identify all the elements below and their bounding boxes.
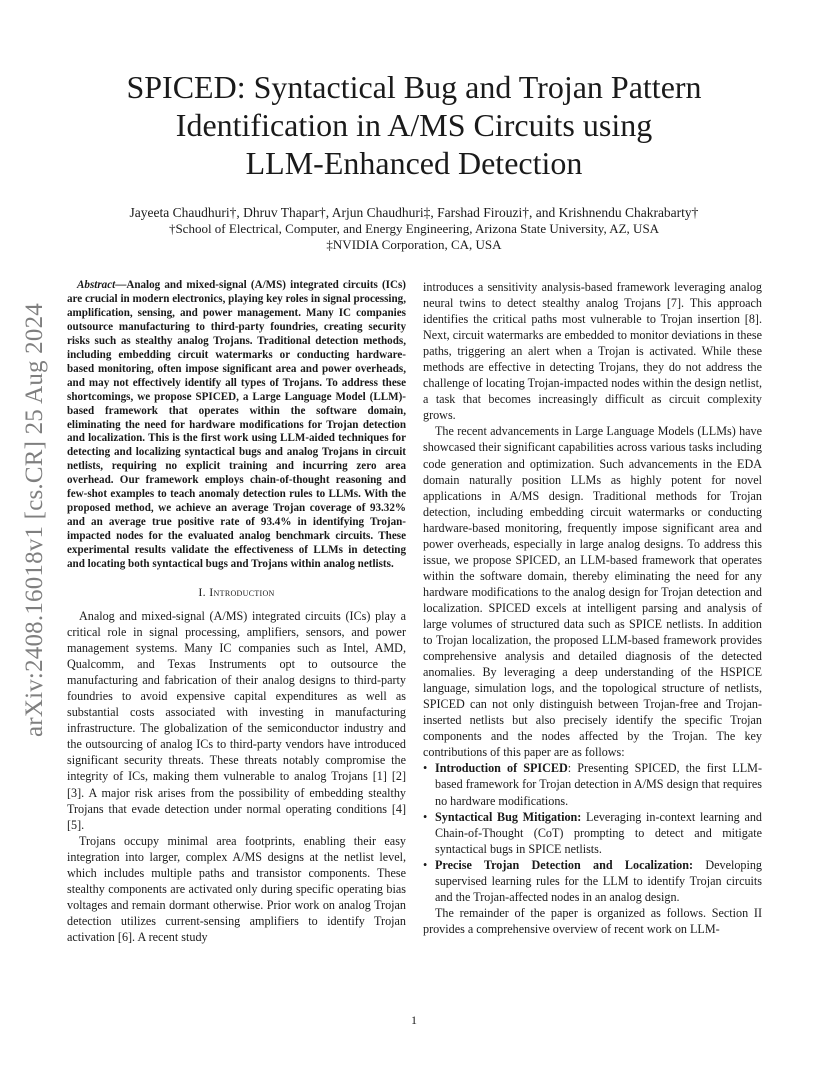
abstract-lead: Abstract xyxy=(77,279,116,291)
contributions-list xyxy=(423,760,762,904)
section-heading-introduction xyxy=(67,585,406,600)
bullet-icon: • xyxy=(423,761,428,776)
bullet-icon: • xyxy=(423,857,428,872)
right-column xyxy=(423,279,762,937)
intro-paragraph-3: introduces a sensitivity analysis-based framework leveraging analog neural twins to detect stealthy analog Trojans [7]. This approach identifies the critical paths most vulnerable to Trojan insertion [8]. Next, circuit watermarks are embedded to monitor deviations in these paths, triggering an alert when a Trojan is activated. While these methods are effective in detecting Trojans, they do not address the challenge of locating Trojan-impacted nodes within the design netlist, a task that becomes increasingly difficult as circuit complexity grows. xyxy=(423,280,762,423)
section-number: I. xyxy=(198,585,206,600)
abstract xyxy=(67,279,406,572)
contribution-text: Leveraging in-context learning and Chain-of-Thought (CoT) prompting to detect and mitigate syntactical bugs in SPICE netlists. xyxy=(435,809,762,856)
title-line-1: SPICED: Syntactical Bug and Trojan Pattern xyxy=(126,69,702,105)
intro-paragraph-2: Trojans occupy minimal area footprints, enabling their easy integration into larger, complex A/MS designs at the netlist level, which includes multiple paths and transistor components. These stealthy components are activated only during specific operating bias voltages and remain dormant otherwise. Prior work on analog Trojan detection utilizes current-sensing amplifiers to identify Trojan activation [6]. A recent study xyxy=(67,833,406,944)
title-line-3: LLM-Enhanced Detection xyxy=(245,145,583,181)
contribution-item xyxy=(423,760,762,808)
contribution-head: Precise Trojan Detection and Localization: xyxy=(435,857,694,872)
abstract-text: —Analog and mixed-signal (A/MS) integrated circuits (ICs) are crucial in modern electronics, playing key roles in signal processing, amplification, sensing, and power management. Many IC companies outsource manufacturing to third-party foundries, creating security risks such as stealthy analog Trojans. Traditional detection methods, including embedding circuit watermarks or conducting hardware-based monitoring, often impose significant area and power overheads, and may not effectively identify all types of Trojans. To address these shortcomings, we propose SPICED, a Large Language Model (LLM)-based framework that operates within the software domain, eliminating the need for hardware modifications for Trojan detection and localization. This is the first work using LLM-aided techniques for detecting and localizing syntactical bugs and analog Trojans in circuit netlists, requiring no explicit training and incurring zero area overhead. Our framework employs chain-of-thought reasoning and few-shot examples to teach anomaly detection rules to LLMs. With the proposed method, we achieve an average Trojan coverage of 93.32% and an average true positive rate of 93.4% in identifying Trojan-impacted nodes for the evaluated analog benchmark circuits. These experimental results validate the effectiveness of LLMs in detecting and locating both syntactical bugs and Trojans within analog netlists. xyxy=(67,279,406,571)
contribution-text: Developing supervised learning rules for the LLM to identify Trojan circuits and the Trojan-affected nodes in an analog design. xyxy=(435,857,762,904)
contribution-head: Syntactical Bug Mitigation: xyxy=(435,809,582,824)
affiliation-nvidia: ‡NVIDIA Corporation, CA, USA xyxy=(326,237,502,252)
author-list: Jayeeta Chaudhuri†, Dhruv Thapar†, Arjun Chaudhuri‡, Farshad Firouzi†, and Krishnendu Chakrabarty† xyxy=(129,205,699,220)
contribution-item xyxy=(423,809,762,857)
arxiv-stamp-text: arXiv:2408.16018v1 [cs.CR] 25 Aug 2024 xyxy=(21,303,48,737)
title-line-2: Identification in A/MS Circuits using xyxy=(175,107,653,143)
paper-title xyxy=(80,68,748,182)
page-number: 1 xyxy=(411,1013,417,1027)
intro-paragraph-1: Analog and mixed-signal (A/MS) integrated circuits (ICs) play a critical role in signal processing, amplifiers, sensors, and power management systems. Many IC companies such as Intel, AMD, Qualcomm, and Texas Instruments opt to outsource the manufacturing and fabrication of their analog designs to third-party foundries to avoid expensive capital expenditures as well as substantial costs associated with investing in manufacturing infrastructure. The globalization of the semiconductor industry and the outsourcing of analog ICs to third-party vendors have introduced significant security threats. These threats notably compromise the integrity of ICs, making them vulnerable to analog Trojans [1] [2] [3]. A major risk arises from the possibility of embedding stealthy Trojans that evade detection under normal operating conditions [4] [5]. xyxy=(67,609,406,832)
bullet-icon: • xyxy=(423,809,428,824)
contribution-text: : Presenting SPICED, the first LLM-based framework for Trojan detection in A/MS design that requires no hardware modifications. xyxy=(435,761,762,808)
contribution-head: Introduction of SPICED xyxy=(435,761,568,776)
arxiv-stamp xyxy=(10,280,60,760)
intro-paragraph-4: The recent advancements in Large Language Models (LLMs) have showcased their significant capabilities across various tasks including code generation and optimization. Such advancements in the EDA domain naturally position LLMs as highly potent for novel applications in A/MS design. Traditional methods for Trojan detection, including embedding circuit watermarks or conducting hardware-based monitoring, frequently impose significant area and power overheads, especially in large analog designs. To address this issue, we propose SPICED, an LLM-based framework that operates within the software domain, thereby eliminating the need for any hardware modifications to the analog design for Trojan detection and localization. SPICED excels at intelligent parsing and analysis of large volumes of structured data such as SPICE netlists. In addition to Trojan localization, the proposed LLM-based framework provides comprehensive analysis and detailed diagnosis of the detected anomalies. By leveraging a deep understanding of the HSPICE language, simulation logs, and the topological structure of netlists, SPICED can not only distinguish between Trojan-free and Trojan-inserted netlists but also precisely identify the specific Trojan components and the nodes affected by the Trojan. The key contributions of this paper are as follows: xyxy=(423,424,762,760)
contribution-item xyxy=(423,857,762,905)
affiliation-asu: †School of Electrical, Computer, and Energy Engineering, Arizona State University, AZ, USA xyxy=(168,221,660,236)
intro-paragraph-5: The remainder of the paper is organized as follows. Section II provides a comprehensive overview of recent work on LLM- xyxy=(423,905,762,936)
section-title: Introduction xyxy=(209,585,275,600)
left-column xyxy=(67,279,406,945)
